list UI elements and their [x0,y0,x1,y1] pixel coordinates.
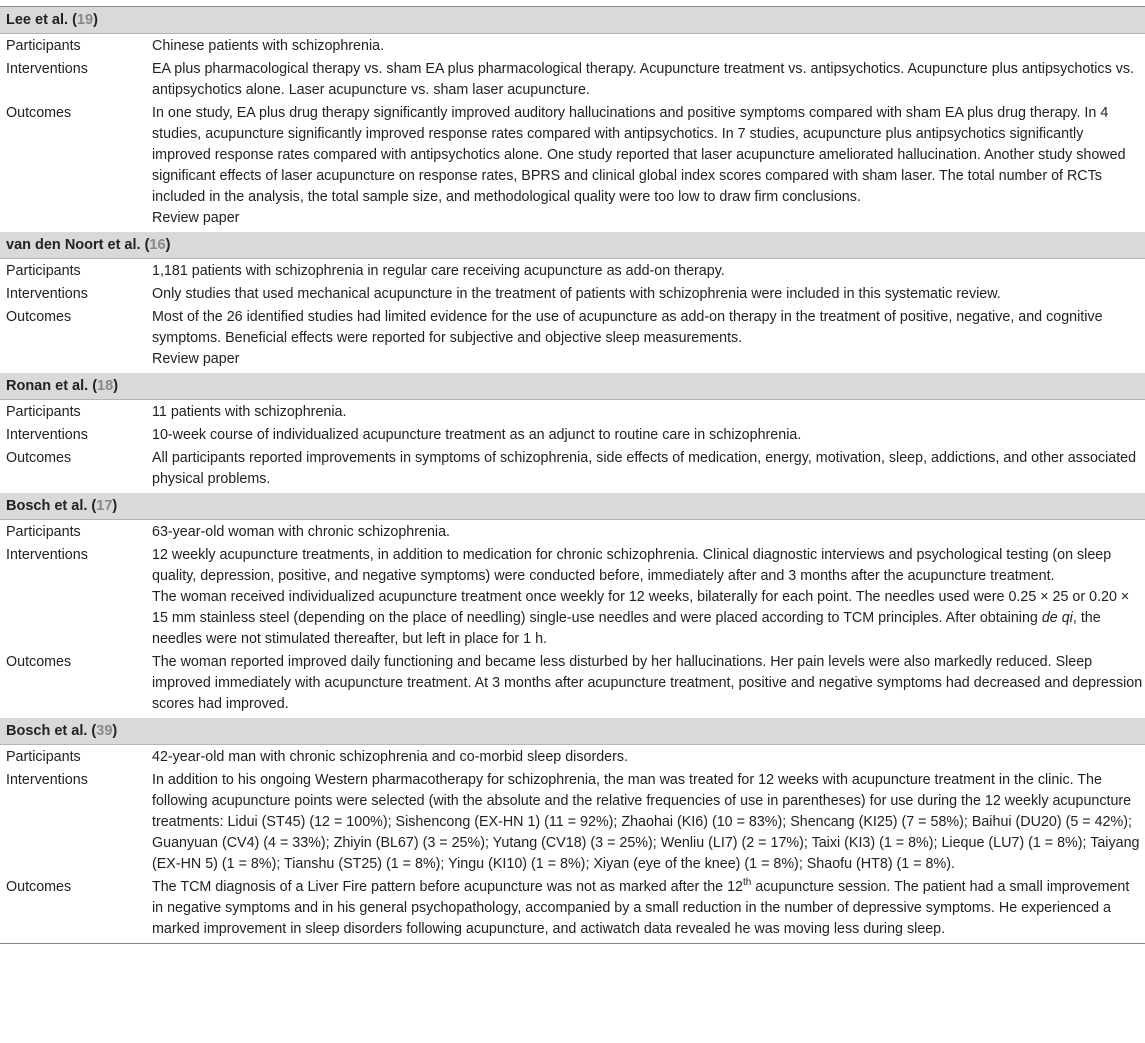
participants-row [0,520,1145,543]
author-close: ) [112,498,118,514]
note-text: Review paper [152,210,240,226]
evidence-table [0,6,1145,944]
row-content: The woman reported improved daily functioning and became less disturbed by her hallucinations. Her pain levels were also markedly reduced. Sleep improved immediately with acupuncture treatment. At 3 months after acupuncture treatment, positive and negative symptoms had decreased and depression scores had improved. [152,654,1143,712]
row-content: Only studies that used mechanical acupuncture in the treatment of patients with schizophrenia were included in this systematic review. [152,286,1001,302]
section-header-lee [0,7,1145,34]
row-label: Interventions [6,286,88,302]
outcomes-row [0,650,1145,718]
outcomes-text: Most of the 26 identified studies had limited evidence for the use of acupuncture as add-on therapy in the treatment of positive, negative, and cognitive symptoms. Beneficial effects were reported for subjective and objective sleep measurements. [152,309,1103,346]
row-content: In addition to his ongoing Western pharmacotherapy for schizophrenia, the man was treated for 12 weeks with acupuncture treatment in the clinic. The following acupuncture points were selected (with the absolute and the relative frequencies of use in parentheses) for use during the 12 weekly acupuncture treatments: Lidui (ST45) (12 = 100%); Sishencong (EX-HN 1) (11 = 92%); Zhaohai (KI6) (10 = 83%); Shencang (KI25) (7 = 58%); Baihui (DU20) (5 = 42%); Guanyuan (CV4) (4 = 33%); Zhiyin (BL67) (3 = 25%); Yutang (CV18) (3 = 25%); Wenliu (LI7) (2 = 17%); Taixi (KI3) (1 = 8%); Lieque (LU7) (1 = 8%); Taiyang (EX-HN 5) (1 = 8%); Tianshu (ST25) (1 = 8%); Yingu (KI10) (1 = 8%); Xiyan (eye of the knee) (1 = 8%); Shaofu (HT8) (1 = 8%). [152,772,1140,872]
interventions-text: 12 weekly acupuncture treatments, in addition to medication for chronic schizophrenia. Clinical diagnostic interviews and psychological testing (on sleep quality, depression, positive, and negative symptoms) were conducted before, immediately after and 3 months after the acupuncture treatment. [152,547,1112,584]
outcomes-text-a: The TCM diagnosis of a Liver Fire pattern before acupuncture was not as marked after the 12 [152,879,743,895]
note-text: Review paper [152,351,240,367]
interventions-row [0,423,1145,446]
section-header-bosch-39 [0,718,1145,745]
reference-link[interactable]: 39 [96,723,113,739]
outcomes-text: In one study, EA plus drug therapy significantly improved auditory hallucinations and positive symptoms compared with sham EA plus drug therapy. In 4 studies, acupuncture significantly improved response rates compared with antipsychotics. In 7 studies, acupuncture plus antipsychotics significantly improved response rates compared with antipsychotics alone. One study reported that laser acupuncture ameliorated hallucination. Another study showed significant effects of laser acupuncture on response rates, BPRS and clinical global index scores compared with sham laser. The total number of RCTs included in the analysis, the total sample size, and methodological quality were too low to draw firm conclusions. [152,105,1126,205]
row-label: Interventions [6,547,88,563]
row-content: 1,181 patients with schizophrenia in regular care receiving acupuncture as add-on therapy. [152,263,725,279]
row-label: Outcomes [6,105,72,121]
row-content [148,101,1145,229]
row-content: All participants reported improvements in symptoms of schizophrenia, side effects of medication, energy, motivation, sleep, addictions, and other associated physical problems. [152,450,1137,487]
interventions-row [0,543,1145,650]
row-content: 11 patients with schizophrenia. [152,404,347,420]
participants-row [0,34,1145,57]
outcomes-row [0,875,1145,944]
outcomes-text-b: acupuncture session. The patient had a small improvement in negative symptoms and in his general psychopathology, accompanied by a small reduction in the number of depressive symptoms. He experienced a marked improvement in sleep disorders following acupuncture, and actiwatch data revealed he was moving less during sleep. [152,879,1130,937]
row-content: 42-year-old man with chronic schizophrenia and co-morbid sleep disorders. [152,749,628,765]
interventions-row [0,57,1145,101]
interventions-detail [152,587,1143,650]
author-name: Ronan et al. ( [6,378,98,394]
row-label: Participants [6,263,81,279]
interventions-detail-a: The woman received individualized acupuncture treatment once weekly for 12 weeks, bilaterally for each point. The needles used were 0.25 × 25 or 0.20 × 15 mm stainless steel (depending on the place of needling) single-use needles and were placed according to TCM principles. After obtaining [152,589,1130,626]
row-label: Outcomes [6,309,72,325]
row-content [148,875,1145,940]
participants-row [0,259,1145,282]
author-name: Bosch et al. ( [6,723,97,739]
row-label: Participants [6,404,81,420]
interventions-detail-b: , the needles were not stimulated thereafter, but left in place for 1 h. [152,610,1101,647]
author-close: ) [113,378,119,394]
interventions-row [0,282,1145,305]
outcomes-row [0,101,1145,232]
row-label: Interventions [6,772,88,788]
reference-link[interactable]: 19 [76,12,94,28]
row-label: Interventions [6,61,88,77]
author-name: Lee et al. ( [6,12,77,28]
section-header-ronan [0,373,1145,400]
row-label: Outcomes [6,450,72,466]
author-close: ) [165,237,171,253]
row-content: 63-year-old woman with chronic schizophrenia. [152,524,450,540]
author-close: ) [112,723,118,739]
outcomes-row [0,305,1145,373]
reference-link[interactable]: 17 [96,498,113,514]
row-label: Participants [6,38,81,54]
row-content: 10-week course of individualized acupuncture treatment as an adjunct to routine care in schizophrenia. [152,427,802,443]
section-header-van-den-noort [0,232,1145,259]
participants-row [0,745,1145,768]
row-content [148,305,1145,370]
row-label: Outcomes [6,654,72,670]
row-content: Chinese patients with schizophrenia. [152,38,385,54]
participants-row [0,400,1145,423]
ordinal-suffix: th [742,877,752,889]
reference-link[interactable]: 16 [149,237,166,253]
row-content: EA plus pharmacological therapy vs. sham EA plus pharmacological therapy. Acupuncture treatment vs. antipsychotics. Acupuncture plus antipsychotics vs. antipsychotics alone. Laser acupuncture vs. sham laser acupuncture. [152,61,1134,98]
outcomes-row [0,446,1145,493]
reference-link[interactable]: 18 [97,378,114,394]
author-name: Bosch et al. ( [6,498,97,514]
de-qi-term: de qi [1041,610,1073,626]
row-label: Interventions [6,427,88,443]
row-label: Participants [6,524,81,540]
author-close: ) [93,12,98,28]
row-content [148,543,1145,650]
row-label: Participants [6,749,81,765]
author-name: van den Noort et al. ( [6,237,150,253]
row-label: Outcomes [6,879,72,895]
section-header-bosch-17 [0,493,1145,520]
interventions-row [0,768,1145,875]
